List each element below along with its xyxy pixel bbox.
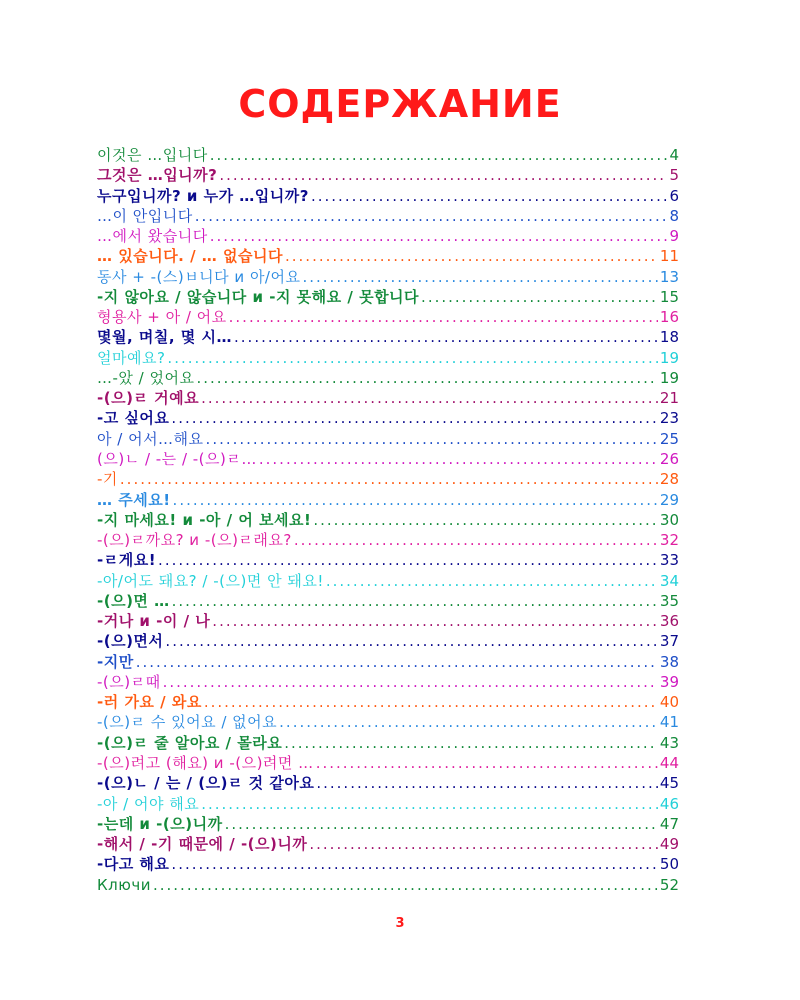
toc-entry[interactable] — [97, 246, 679, 266]
toc-entry-page: 19 — [659, 348, 679, 367]
toc-entry[interactable] — [97, 267, 679, 287]
toc-entry-page: 36 — [659, 612, 679, 631]
toc-entry-page: 29 — [659, 490, 679, 509]
toc-entry-page: 41 — [659, 713, 679, 732]
toc-entry-page: 43 — [659, 733, 679, 752]
toc-entry[interactable] — [97, 854, 679, 874]
toc-entry-page: 28 — [659, 470, 679, 489]
toc-entry-page: 11 — [659, 247, 679, 266]
toc-entry-page: 19 — [659, 368, 679, 387]
toc-entry-title: -(으)ㄹ 거예요 — [97, 389, 200, 408]
toc-entry-title: -지 마세요! и -아 / 어 보세요! — [97, 510, 312, 529]
toc-entry[interactable] — [97, 388, 679, 408]
toc-leader-dots — [212, 611, 658, 631]
toc-entry-page: 8 — [669, 206, 679, 225]
toc-entry-title: (으)ㄴ / -는 / -(으)ㄹ… — [97, 449, 257, 468]
toc-entry-title: -기 — [97, 470, 118, 489]
table-of-contents — [97, 145, 679, 895]
page-title: СОДЕРЖАНИЕ — [238, 82, 562, 126]
toc-entry-title: -아 / 어야 해요 — [97, 794, 200, 813]
toc-entry-page: 23 — [659, 409, 679, 428]
toc-entry-page: 4 — [669, 146, 679, 164]
toc-entry-page: 25 — [659, 429, 679, 448]
toc-entry-page: 39 — [659, 672, 679, 691]
toc-leader-dots — [172, 591, 658, 611]
toc-entry-page: 30 — [659, 510, 679, 529]
toc-entry-page: 26 — [659, 449, 679, 468]
toc-leader-dots — [309, 834, 658, 854]
toc-entry-page: 47 — [659, 814, 679, 833]
toc-entry[interactable] — [97, 692, 679, 712]
toc-entry[interactable] — [97, 875, 679, 895]
toc-leader-dots — [259, 449, 658, 469]
toc-entry-page: 50 — [659, 855, 679, 874]
toc-entry-title: -러 가요 / 와요 — [97, 693, 202, 712]
toc-entry[interactable] — [97, 652, 679, 672]
toc-entry-title: 이것은 …입니다 — [97, 146, 208, 164]
toc-leader-dots — [316, 753, 658, 773]
toc-entry[interactable] — [97, 834, 679, 854]
toc-leader-dots — [171, 854, 657, 874]
toc-leader-dots — [201, 388, 658, 408]
toc-entry[interactable] — [97, 145, 679, 165]
toc-entry-title: … 있습니다. / … 없습니다 — [97, 247, 283, 266]
toc-entry-title: -(으)면서 — [97, 632, 164, 651]
toc-leader-dots — [421, 287, 658, 307]
toc-entry[interactable] — [97, 571, 679, 591]
toc-leader-dots — [302, 267, 657, 287]
toc-leader-dots — [158, 550, 658, 570]
toc-leader-dots — [204, 692, 658, 712]
toc-entry-title: -(으)ㄹ까요? и -(으)ㄹ래요? — [97, 531, 292, 550]
toc-entry[interactable] — [97, 814, 679, 834]
toc-entry-title: -다고 해요 — [97, 855, 170, 874]
toc-entry[interactable] — [97, 530, 679, 550]
toc-entry-page: 52 — [659, 875, 679, 894]
toc-entry-title: -는데 и -(으)니까 — [97, 814, 223, 833]
toc-entry-page: 21 — [659, 389, 679, 408]
toc-entry-page: 16 — [659, 308, 679, 327]
toc-entry-page: 5 — [669, 166, 679, 185]
toc-leader-dots — [313, 510, 658, 530]
toc-entry-title: -(으)ㄹ 수 있어요 / 없어요 — [97, 713, 278, 732]
toc-entry-page: 38 — [659, 652, 679, 671]
toc-entry[interactable] — [97, 631, 679, 651]
toc-entry-page: 15 — [659, 287, 679, 306]
toc-entry-page: 34 — [659, 571, 679, 590]
toc-leader-dots — [285, 246, 658, 266]
toc-entry-title: …에서 왔습니다 — [97, 227, 208, 246]
toc-entry[interactable] — [97, 226, 679, 246]
toc-leader-dots — [316, 773, 658, 793]
toc-entry-title: -거나 и -이 / 나 — [97, 612, 211, 631]
toc-leader-dots — [167, 348, 657, 368]
toc-entry-page: 44 — [659, 753, 679, 772]
toc-entry-title: …-았 / 었어요 — [97, 368, 195, 387]
toc-entry[interactable] — [97, 186, 679, 206]
toc-leader-dots — [294, 530, 658, 550]
toc-entry-page: 49 — [659, 835, 679, 854]
toc-leader-dots — [284, 733, 658, 753]
toc-entry-title: -(으)ㄹ때 — [97, 672, 161, 691]
toc-leader-dots — [136, 652, 658, 672]
toc-leader-dots — [206, 429, 658, 449]
toc-entry-title: -해서 / -기 때문에 / -(으)니까 — [97, 835, 308, 854]
toc-entry-page: 13 — [659, 267, 679, 286]
toc-entry[interactable] — [97, 368, 679, 388]
toc-entry-page: 6 — [669, 186, 679, 205]
toc-entry-page: 32 — [659, 531, 679, 550]
toc-entry[interactable] — [97, 550, 679, 570]
toc-leader-dots — [229, 307, 658, 327]
toc-leader-dots — [196, 368, 657, 388]
toc-leader-dots — [201, 794, 658, 814]
toc-entry-page: 37 — [659, 632, 679, 651]
toc-entry-title: 그것은 …입니까? — [97, 166, 218, 185]
toc-entry[interactable] — [97, 165, 679, 185]
toc-entry-page: 45 — [659, 774, 679, 793]
toc-entry[interactable] — [97, 469, 679, 489]
toc-entry-title: -(으)려고 (해요) и -(으)려면 … — [97, 753, 314, 772]
toc-entry-title: 몇월, 며칠, 몇 시… — [97, 328, 233, 347]
toc-entry[interactable] — [97, 510, 679, 530]
toc-leader-dots — [326, 571, 658, 591]
toc-leader-dots — [225, 814, 658, 834]
toc-leader-dots — [219, 165, 667, 185]
toc-entry[interactable] — [97, 490, 679, 510]
toc-leader-dots — [163, 672, 658, 692]
toc-leader-dots — [210, 226, 668, 246]
toc-leader-dots — [120, 469, 658, 489]
toc-entry-page: 18 — [659, 328, 679, 347]
toc-entry-title: -ㄹ게요! — [97, 551, 157, 570]
toc-entry-title: -고 싶어요 — [97, 409, 170, 428]
toc-entry[interactable] — [97, 348, 679, 368]
toc-entry-title: Ключи — [97, 875, 151, 894]
toc-entry-title: -지만 — [97, 652, 134, 671]
toc-entry-page: 9 — [669, 227, 679, 246]
toc-entry-title: 아 / 어서…해요 — [97, 429, 204, 448]
toc-entry[interactable] — [97, 733, 679, 753]
toc-entry-page: 46 — [659, 794, 679, 813]
toc-entry-page: 33 — [659, 551, 679, 570]
toc-leader-dots — [234, 327, 658, 347]
toc-entry-page: 35 — [659, 591, 679, 610]
toc-entry[interactable] — [97, 591, 679, 611]
toc-entry-title: -지 않아요 / 않습니다 и -지 못해요 / 못합니다 — [97, 287, 420, 306]
toc-entry[interactable] — [97, 611, 679, 631]
toc-entry-title: -(으)면 … — [97, 591, 170, 610]
toc-entry[interactable] — [97, 712, 679, 732]
toc-entry-title: -아/어도 돼요? / -(으)면 안 돼요! — [97, 571, 324, 590]
toc-entry-title: …이 안입니다 — [97, 206, 193, 225]
toc-entry[interactable] — [97, 429, 679, 449]
toc-leader-dots — [311, 186, 667, 206]
toc-entry[interactable] — [97, 408, 679, 428]
toc-entry[interactable] — [97, 206, 679, 226]
toc-entry[interactable] — [97, 672, 679, 692]
toc-entry-title: -(으)ㄹ 줄 알아요 / 몰라요 — [97, 733, 283, 752]
toc-entry-title: … 주세요! — [97, 490, 171, 509]
toc-entry[interactable] — [97, 287, 679, 307]
toc-leader-dots — [171, 408, 657, 428]
toc-entry[interactable] — [97, 327, 679, 347]
toc-entry[interactable] — [97, 773, 679, 793]
toc-leader-dots — [173, 490, 658, 510]
toc-entry[interactable] — [97, 449, 679, 469]
toc-leader-dots — [210, 145, 668, 165]
page-number: 3 — [395, 916, 405, 931]
toc-entry-title: 누구입니까? и 누가 …입니까? — [97, 186, 309, 205]
toc-entry[interactable] — [97, 753, 679, 773]
toc-entry-title: 얼마예요? — [97, 348, 166, 367]
toc-leader-dots — [279, 712, 658, 732]
toc-leader-dots — [153, 875, 658, 895]
toc-entry[interactable] — [97, 307, 679, 327]
toc-entry-title: -(으)ㄴ / 는 / (으)ㄹ 것 같아요 — [97, 774, 315, 793]
toc-entry-page: 40 — [659, 693, 679, 712]
toc-entry-title: 동사 + -(스)ㅂ니다 и 아/어요 — [97, 267, 301, 286]
toc-entry-title: 형용사 + 아 / 어요 — [97, 308, 227, 327]
toc-leader-dots — [165, 631, 657, 651]
toc-entry[interactable] — [97, 794, 679, 814]
toc-leader-dots — [195, 206, 668, 226]
